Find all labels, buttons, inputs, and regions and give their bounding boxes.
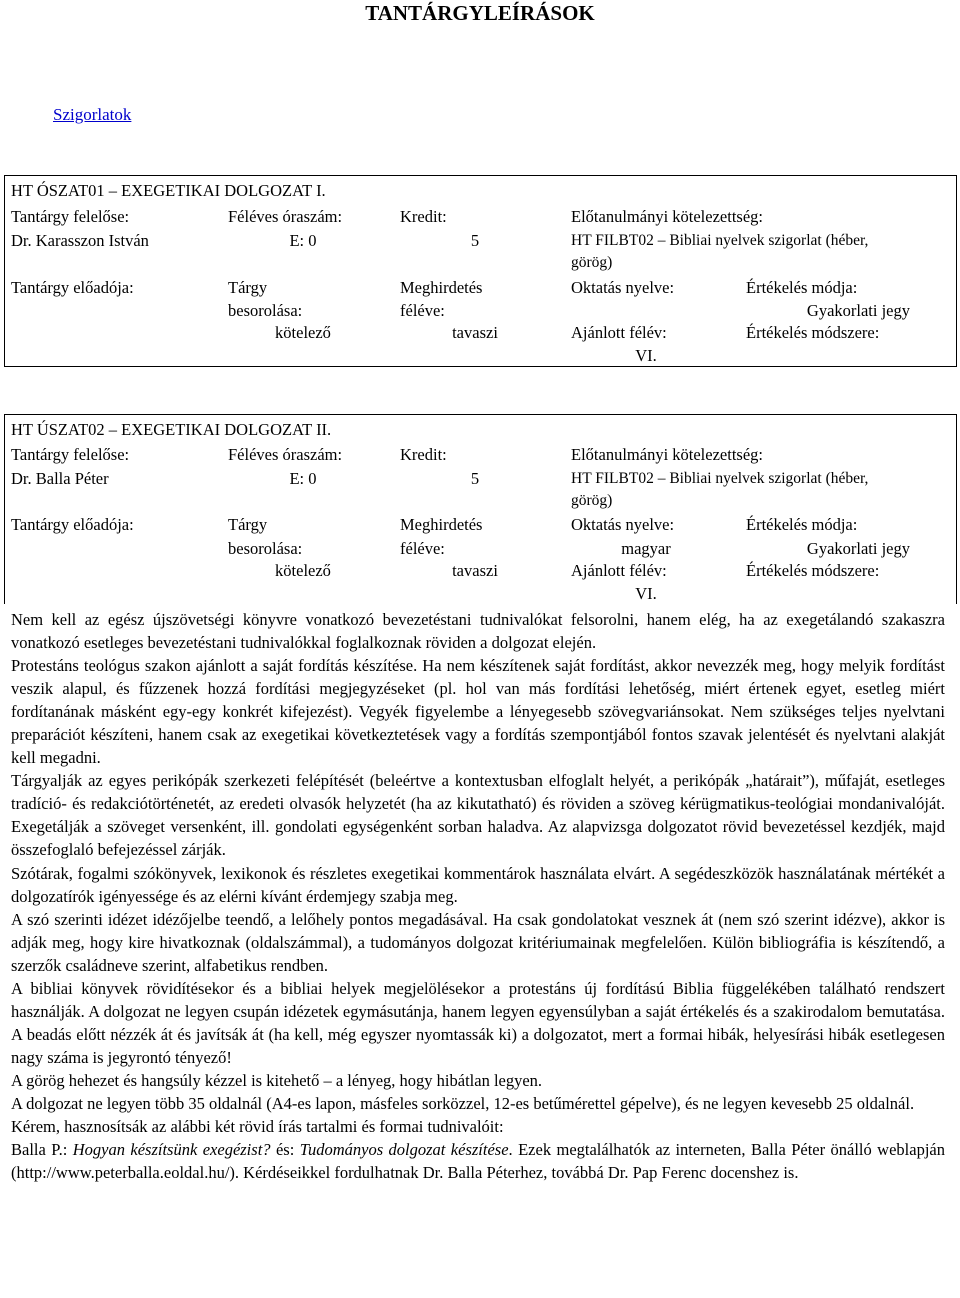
subject-value: kötelező [275, 323, 331, 342]
hours-label: Féléves óraszám: [228, 207, 343, 226]
semester-label: Ajánlott félév: [571, 323, 667, 342]
announced-label: Meghirdetés [400, 515, 483, 534]
eval-label: Értékelés módja: [746, 515, 858, 534]
responsible-value: Dr. Karasszon István [11, 231, 149, 250]
announced-value: tavaszi [452, 561, 498, 580]
eval-method-label: Értékelés módszere: [746, 323, 880, 342]
subject-label: Tárgy [228, 278, 268, 297]
hours-value: E: 0 [289, 469, 317, 488]
responsible-value: Dr. Balla Péter [11, 469, 109, 488]
ref-author: Balla P.: [11, 1140, 73, 1160]
announced-label: Meghirdetés [400, 278, 483, 297]
course-title: HT ÚSZAT02 – EXEGETIKAI DOLGOZAT II. [11, 420, 332, 439]
subject-label: Tárgy [228, 515, 268, 534]
eval-method-label: Értékelés módszere: [746, 561, 880, 580]
course-title: HT ÓSZAT01 – EXEGETIKAI DOLGOZAT I. [11, 181, 326, 200]
semester-label: Ajánlott félév: [571, 561, 667, 580]
responsible-label: Tantárgy felelőse: [11, 445, 130, 464]
course-description [11, 608, 945, 1184]
eval-label: Értékelés módja: [746, 278, 858, 297]
announced-value: tavaszi [452, 323, 498, 342]
semester-value: VI. [635, 584, 657, 603]
paragraph-references [11, 1138, 945, 1184]
prereq-value-line2: görög) [571, 254, 613, 271]
subject-label-2: besorolása: [228, 539, 303, 558]
paragraph: A bibliai könyvek rövidítésekor és a bibliai helyek megjelölésekor a protestáns új fordítású Biblia függelékében található rendszert használják. A dolgozat ne legyen csupán idézetek egymásutánja, hanem legyen egyensúlyban a saját értékelés és a szakirodalom bemutatása. A beadás előtt nézzék át és javítsák át (ha kell, még egyszer nyomtassák ki) a dolgozatot, mert a formai hibák, helyesírási hibák esetlegesen nagy száma is jegyrontó tényező! [11, 978, 945, 1067]
announced-label-2: féléve: [400, 539, 445, 558]
responsible-label: Tantárgy felelőse: [11, 207, 130, 226]
paragraph: A dolgozat ne legyen több 35 oldalnál (A4-es lapon, másfeles sorközzel, 12-es betűmérettel gépelve), és ne legyen kevesebb 25 oldalnál. [11, 1093, 915, 1113]
credit-label: Kredit: [400, 207, 447, 226]
lecturer-label: Tantárgy előadója: [11, 515, 134, 534]
ref-tail: . Ezek megtalálhatók az interneten, Balla Péter önálló weblapján (http://www.peterballa.eoldal.hu/). Kérdéseikkel fordulhatnak Dr. Balla Péterhez, továbbá Dr. Pap Ferenc docenshez is. [11, 1140, 945, 1183]
subject-label-2: besorolása: [228, 301, 303, 320]
lecturer-label: Tantárgy előadója: [11, 278, 134, 297]
announced-label-2: féléve: [400, 301, 445, 320]
paragraph: Szótárak, fogalmi szókönyvek, lexikonok és részletes exegetikai kommentárok használata elvárt. A segédeszközök használatának mértékét a dolgozatírók igényessége és az elérni kívánt érdemjegy szabja meg. [11, 863, 945, 906]
prereq-label: Előtanulmányi kötelezettség: [571, 445, 763, 464]
ref-title-2: Tudományos dolgozat készítése [299, 1140, 509, 1160]
paragraph: A szó szerinti idézet idézőjelbe teendő, a lelőhely pontos megadásával. Ha csak gondolatokat vesznek át (nem szó szerint idézve), akkor is adják meg, hogy kire hivatkoznak (oldalszámmal), a tudományos dolgozat kritériumainak megfelelően. Külön bibliográfia is készítendő, a szerzők családneve szerint, alfabetikus rendben. [11, 909, 945, 975]
eval-value: Gyakorlati jegy [806, 301, 910, 320]
page-title: TANTÁRGYLEÍRÁSOK [365, 1, 595, 25]
paragraph: A görög hehezet és hangsúly kézzel is kitehető – a lényeg, hogy hibátlan legyen. [11, 1070, 543, 1090]
eval-value: Gyakorlati jegy [806, 539, 910, 558]
credit-label: Kredit: [400, 445, 447, 464]
subject-value: kötelező [275, 561, 331, 580]
prereq-value-line1: HT FILBT02 – Bibliai nyelvek szigorlat (héber, [571, 470, 869, 487]
hours-label: Féléves óraszám: [228, 445, 343, 464]
paragraph: Kérem, hasznosítsák az alábbi két rövid írás tartalmi és formai tudnivalóit: [11, 1117, 504, 1137]
ref-title-1: Hogyan készítsünk exegézist? [72, 1140, 271, 1160]
prereq-value-line1: HT FILBT02 – Bibliai nyelvek szigorlat (héber, [571, 232, 869, 249]
credit-value: 5 [470, 231, 480, 250]
language-label: Oktatás nyelve: [571, 515, 675, 534]
semester-value: VI. [635, 346, 657, 365]
paragraph: Nem kell az egész újszövetségi könyvre vonatkozó bevezetéstani tudnivalókat felsorolni, hanem elég, ha az exegetálandó szakaszra vonatkozó esetleges bevezetéstani tudnivalókkal foglalkoznak röviden a dolgozat elején. [11, 610, 945, 653]
language-value: magyar [621, 539, 671, 558]
credit-value: 5 [470, 469, 480, 488]
prereq-label: Előtanulmányi kötelezettség: [571, 207, 763, 226]
prereq-value-line2: görög) [571, 492, 613, 509]
paragraph: Tárgyalják az egyes perikópák szerkezeti felépítését (beleértve a kontextusban elfoglalt helyét, a perikópák „határait”), műfaját, esetleges tradíció- és redakciótörténetét, az eredeti olvasók helyzetét (ha az kikutatható) és röviden a szöveg kérügmatikus-teológiai mondanivalóját. Exegetálják a szöveget versenként, ill. gondolati egységenként sorban haladva. Az alapvizsga dolgozatot rövid bevezetéssel kezdjék, majd összefoglaló befejezéssel zárják. [11, 771, 945, 860]
hours-value: E: 0 [289, 231, 317, 250]
language-label: Oktatás nyelve: [571, 278, 675, 297]
ref-joiner: és: [270, 1140, 300, 1160]
paragraph: Protestáns teológus szakon ajánlott a saját fordítás készítése. Ha nem készítenek saját fordítást, akkor nevezzék meg, hogy melyik fordítást veszik alapul, és fűzzenek hozzá fordítási megjegyzéseket (pl. hol van más fordítási lehetőség, miért értenek egyet, esetleg miért fordítanának másként egy-egy konkrét kifejezést). Vegyék figyelembe a lényegesebb szövegvariánsokat. Nem szükséges teljes nyelvtani preparációt készíteni, hanem csak az exegetikai következtetések vagy a fordítás szempontjából fontos szavak jelentését és nyelvtani alakját kell megadni. [11, 656, 945, 768]
section-link-szigorlatok[interactable]: Szigorlatok [53, 105, 132, 124]
